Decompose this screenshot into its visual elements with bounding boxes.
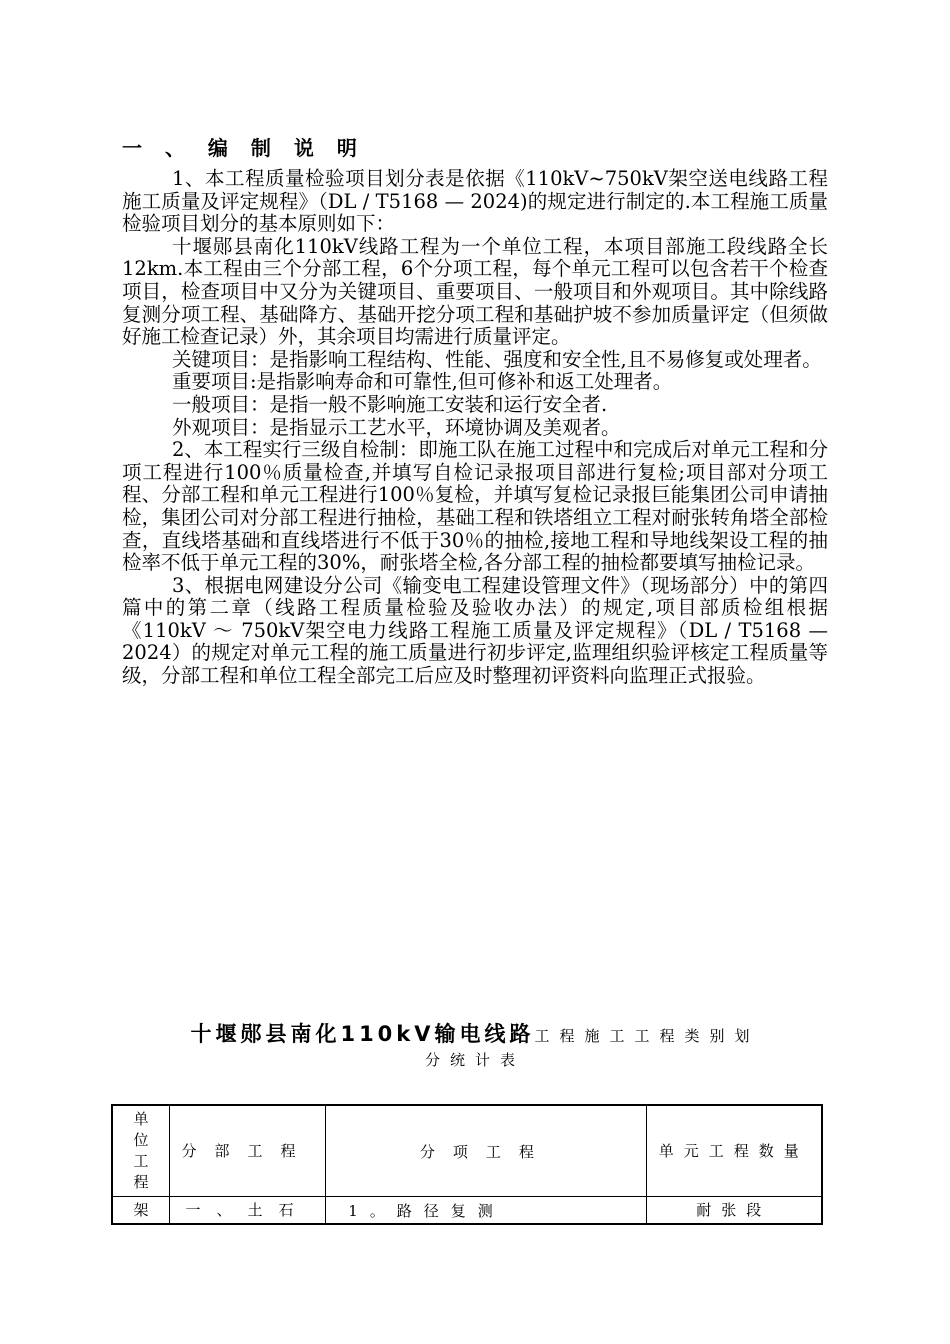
- paragraph-important-items: 重要项目:是指影响寿命和可靠性,但可修补和返工处理者。: [172, 370, 673, 394]
- table-row: [112, 1197, 822, 1225]
- cell-unit: 架: [112, 1197, 169, 1225]
- paragraph-self-inspection: 2、本工程实行三级自检制：即施工队在施工过程中和完成后对单元工程和分项工程进行100％质量检查,并填写自检记录报项目部进行复检;项目部对分项工程、分部工程和单元工程进行100％复检，并填写复检记录报巨能集团公司申请抽检，集团公司对分部工程进行抽检，基础工程和铁塔组立工程对耐张转角塔全部检查，直线塔基础和直线塔进行不低于30％的抽检,接地工程和导地线架设工程的抽检率不低于单元工程的30%，耐张塔全检,各分部工程的抽检都要填写抽检记录。: [122, 438, 828, 575]
- cell-subitem: 1。路径复测: [326, 1197, 646, 1225]
- table-heading: [122, 1022, 828, 1072]
- paragraph-key-items: 关键项目：是指影响工程结构、性能、强度和安全性,且不易修复或处理者。: [172, 347, 822, 371]
- classification-table: [111, 1104, 823, 1225]
- header-unit-text: 单 位 工 程: [133, 1110, 149, 1191]
- table-heading-line2: 分统计表: [424, 1051, 525, 1069]
- cell-quantity: 耐张段: [646, 1197, 822, 1225]
- table-heading-bold: 十堰郧县南化110kV输电线路: [190, 1022, 535, 1046]
- paragraph-appearance-items: 外观项目：是指显示工艺水平，环境协调及美观者。: [172, 415, 621, 439]
- paragraph-2: 十堰郧县南化110kV线路工程为一个单位工程，本项目部施工段线路全长12km.本工程由三个分部工程，6个分项工程，每个单元工程可以包含若干个检查项目，检查项目中又分为关键项目、重要项目、一般项目和外观项目。其中除线路复测分项工程、基础降方、基础开挖分项工程和基础护坡不参加质量评定（但须做好施工检查记录）外，其余项目均需进行质量评定。: [122, 234, 828, 349]
- paragraph-1: 1、本工程质量检验项目划分表是依据《110kV~750kV架空送电线路工程施工质量及评定规程》（DL / T5168 — 2024)的规定进行制定的.本工程施工质量检验项目划分的基本原则如下：: [122, 167, 828, 236]
- header-subitem: 分项工程: [326, 1105, 646, 1197]
- header-unit: [112, 1105, 169, 1197]
- header-quantity: 单元工程数量: [646, 1105, 822, 1197]
- paragraph-general-items: 一般项目：是指一般不影响施工安装和运行安全者.: [172, 392, 608, 416]
- table-header-row: [112, 1105, 822, 1197]
- header-division: 分部工程: [169, 1105, 325, 1197]
- table-heading-rest: 工程施工工程类别划: [534, 1027, 760, 1045]
- explanation-body: [122, 168, 828, 688]
- cell-division: 一、土石: [169, 1197, 325, 1225]
- paragraph-evaluation: 3、根据电网建设分公司《输变电工程建设管理文件》（现场部分）中的第四篇中的第二章（线路工程质量检验及验收办法）的规定,项目部质检组根据《110kV ～ 750kV架空电力线路工程施工质量及评定规程》（DL / T5168 — 2024）的规定对单元工程的施工质量进行初步评定,监理组织验评核定工程质量等级，分部工程和单位工程全部完工后应及时整理初评资料向监理正式报验。: [122, 573, 828, 688]
- section-title: 一 、 编 制 说 明: [122, 136, 365, 160]
